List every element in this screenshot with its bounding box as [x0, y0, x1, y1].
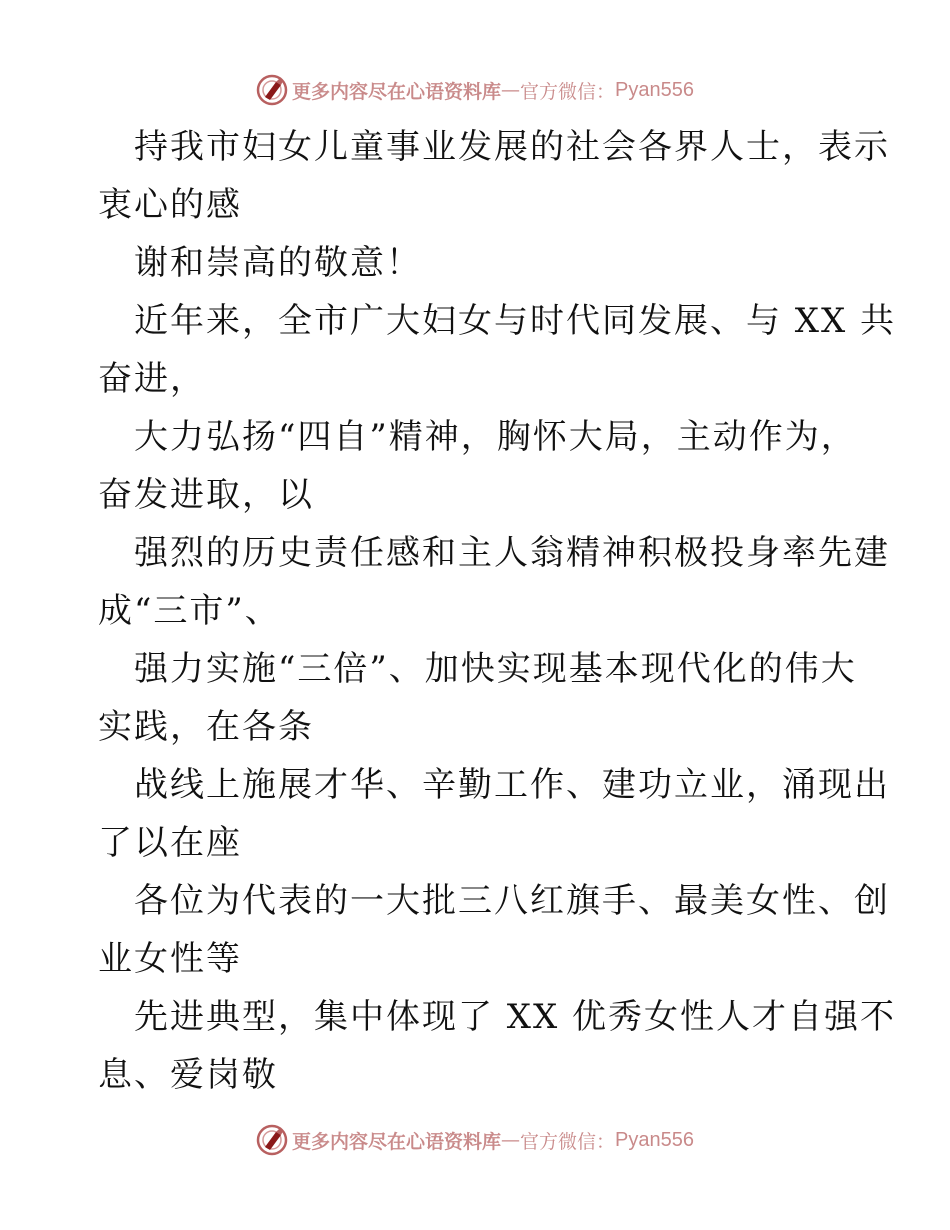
body-line: 奋发进取，以 [98, 475, 314, 515]
body-line: 息、爱岗敬 [98, 1055, 278, 1095]
pen-nib-logo-icon [256, 1124, 288, 1156]
body-line: 成“三市”、 [98, 591, 281, 631]
body-line: 战线上施展才华、辛勤工作、建功立业，涌现出 [134, 765, 890, 805]
pen-nib-logo-icon [256, 74, 288, 106]
body-line: 大力弘扬“四自”精神，胸怀大局，主动作为， [134, 417, 857, 457]
body-line: 各位为代表的一大批三八红旗手、最美女性、创 [134, 881, 890, 921]
banner-wechat-label: 官方微信： [520, 80, 616, 103]
banner-dash: — [501, 79, 521, 101]
banner-wechat-id: Pyan556 [615, 78, 694, 101]
body-line: 衷心的感 [98, 185, 242, 225]
body-line: 强烈的历史责任感和主人翁精神积极投身率先建 [134, 533, 890, 573]
banner-site-name: 更多内容尽在心语资料库 [292, 1130, 502, 1153]
body-line: 实践，在各条 [98, 707, 314, 747]
body-line: 先进典型，集中体现了 XX 优秀女性人才自强不 [134, 997, 897, 1037]
banner-site-name: 更多内容尽在心语资料库 [292, 80, 502, 103]
body-line: 强力实施“三倍”、加快实现基本现代化的伟大 [134, 649, 857, 689]
banner-wechat-id: Pyan556 [615, 1128, 694, 1151]
document-body [98, 118, 897, 1104]
body-line: 谢和崇高的敬意！ [134, 243, 422, 283]
banner-wechat-label: 官方微信： [520, 1130, 616, 1153]
body-line: 近年来，全市广大妇女与时代同发展、与 XX 共 [134, 301, 897, 341]
body-line: 奋进， [98, 359, 206, 399]
body-line: 了以在座 [98, 823, 242, 863]
body-line: 持我市妇女儿童事业发展的社会各界人士，表示 [134, 127, 890, 167]
body-line: 业女性等 [98, 939, 242, 979]
banner-dash: — [501, 1129, 521, 1151]
header-banner [0, 70, 950, 110]
footer-banner [0, 1120, 950, 1160]
